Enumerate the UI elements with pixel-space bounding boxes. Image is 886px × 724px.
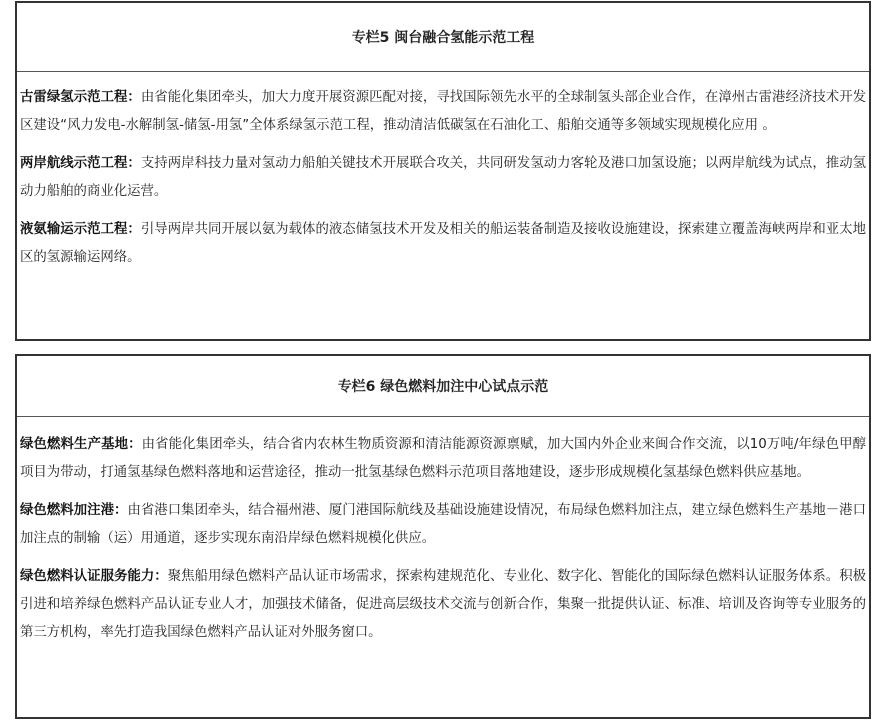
item-text: 由省港口集团牵头，结合福州港、厦门港国际航线及基础设施建设情况，布局绿色燃料加注点，建立绿色燃料生产基地－港口加注点的制输（运）用通道，逐步实现东南沿岸绿色燃料规模化供应。 <box>20 503 866 546</box>
item-text: 由省能化集团牵头，加大力度开展资源匹配对接，寻找国际领先水平的全球制氢头部企业合作，在漳州古雷港经济技术开发区建设“风力发电-水解制氢-储氢-用氢”全体系绿氢示范工程，推动清洁低碳氢在石油化工、船舶交通等多领域实现规模化应用 。 <box>20 90 867 133</box>
item-term: 绿色燃料加注港： <box>20 503 128 518</box>
column-6-body <box>17 417 869 647</box>
item-text: 聚焦船用绿色燃料产品认证市场需求，探索构建规范化、专业化、数字化、智能化的国际绿色燃料认证服务体系。积极引进和培养绿色燃料产品认证专业人才，加强技术储备，促进高层级技术交流与创新合作，集聚一批提供认证、标准、培训及咨询等专业服务的第三方机构，率先打造我国绿色燃料产品认证对外服务窗口。 <box>20 569 867 640</box>
column-5-box <box>15 1 871 341</box>
item-gulei-green-hydrogen <box>20 84 866 140</box>
item-green-fuel-production-base <box>20 431 866 487</box>
column-5-title: 专栏5 闽台融合氢能示范工程 <box>17 3 869 72</box>
item-liquid-ammonia-transport <box>20 216 866 272</box>
item-term: 液氨输运示范工程： <box>20 222 141 237</box>
item-term: 两岸航线示范工程： <box>20 156 141 171</box>
item-term: 古雷绿氢示范工程： <box>20 90 141 105</box>
column-6-box <box>15 354 871 719</box>
column-6-title: 专栏6 绿色燃料加注中心试点示范 <box>17 356 869 417</box>
item-term: 绿色燃料认证服务能力： <box>20 569 168 584</box>
column-5-body <box>17 72 869 272</box>
item-cross-strait-route <box>20 150 866 206</box>
item-green-fuel-bunkering-port <box>20 497 866 553</box>
item-text: 引导两岸共同开展以氨为载体的液态储氢技术开发及相关的船运装备制造及接收设施建设，探索建立覆盖海峡两岸和亚太地区的氢源输运网络。 <box>20 222 867 265</box>
item-term: 绿色燃料生产基地： <box>20 437 142 452</box>
item-text: 支持两岸科技力量对氢动力船舶关键技术开展联合攻关，共同研发氢动力客轮及港口加氢设施；以两岸航线为试点，推动氢动力船舶的商业化运营。 <box>20 156 867 199</box>
item-green-fuel-certification <box>20 563 866 647</box>
item-text: 由省能化集团牵头，结合省内农林生物质资源和清洁能源资源禀赋，加大国内外企业来闽合作交流，以10万吨/年绿色甲醇项目为带动，打通氢基绿色燃料落地和运营途径，推动一批氢基绿色燃料示范项目落地建设，逐步形成规模化氢基绿色燃料供应基地。 <box>20 437 867 480</box>
